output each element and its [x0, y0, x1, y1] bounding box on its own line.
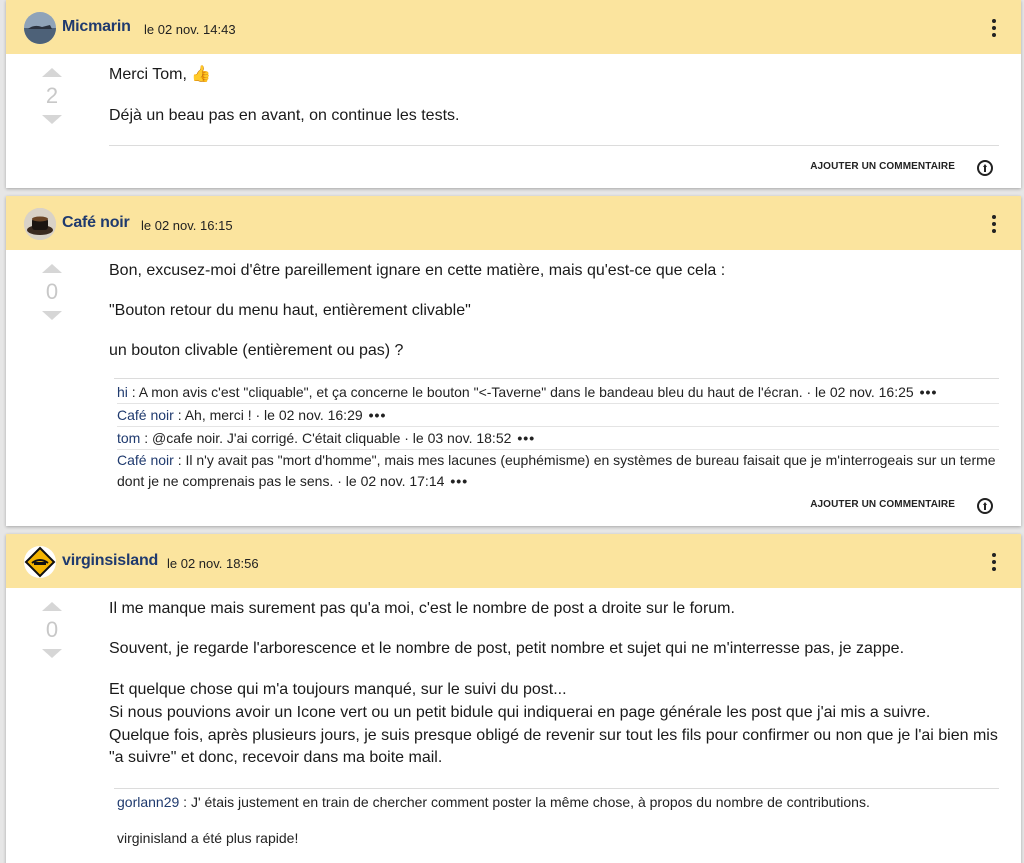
avatar[interactable] — [24, 546, 56, 578]
post-date: le 02 nov. 16:15 — [141, 218, 233, 233]
comment-list — [114, 788, 999, 863]
post-date: le 02 nov. 14:43 — [144, 22, 236, 37]
author-name[interactable]: virginsisland — [62, 552, 159, 569]
comment-more-icon[interactable]: ••• — [368, 407, 387, 423]
comment — [117, 828, 999, 849]
comment-user[interactable]: tom — [117, 430, 141, 446]
arrow-up-circle-icon[interactable] — [977, 160, 993, 176]
vote-count: 0 — [45, 617, 59, 642]
post-paragraph: Quelque fois, après plusieurs jours, je suis presque obligé de revenir sur tout les fils pour confirmer ou non que je l'ai bien mis "a suivre" et donc, recevoir dans ma boite mail. — [109, 727, 998, 766]
vote-up-icon[interactable] — [42, 602, 62, 611]
comment-text: : J' étais justement en train de chercher comment poster la même chose, à propos du nombre de contributions. — [179, 794, 870, 810]
post-paragraph: Il me manque mais surement pas qu'a moi, c'est le nombre de post a droite sur le forum. — [109, 600, 735, 617]
comment-more-icon[interactable]: ••• — [919, 384, 938, 400]
comment — [117, 428, 999, 450]
comment — [117, 405, 999, 427]
comment-more-icon[interactable]: ••• — [450, 473, 469, 489]
comment-text: : Ah, merci ! · le 02 nov. 16:29 — [173, 407, 363, 423]
vote-down-icon[interactable] — [42, 115, 62, 124]
post-paragraph: un bouton clivable (entièrement ou pas) ? — [109, 342, 404, 359]
comment — [117, 792, 999, 813]
comment — [117, 450, 999, 492]
vote-up-icon[interactable] — [42, 68, 62, 77]
avatar[interactable] — [24, 208, 56, 240]
vote-widget — [40, 602, 64, 658]
comment-more-icon[interactable]: ••• — [517, 430, 536, 446]
vote-down-icon[interactable] — [42, 649, 62, 658]
vote-up-icon[interactable] — [42, 264, 62, 273]
avatar[interactable] — [24, 12, 56, 44]
comment-text: : Il n'y avait pas "mort d'homme", mais mes lacunes (euphémisme) en systèmes de bureau faisait que je m'interrogeais sur un terme dont je ne comprenais pas le sens. · le 02 nov. 17:14 — [117, 452, 996, 489]
vote-widget — [40, 264, 64, 320]
post-paragraph: Si nous pouvions avoir un Icone vert ou un petit bidule qui indiquerai en page générale les post que j'ai mis a suivre. — [109, 704, 931, 721]
vote-count: 2 — [45, 83, 59, 108]
post-date: le 02 nov. 18:56 — [167, 556, 259, 571]
add-comment-button[interactable]: AJOUTER UN COMMENTAIRE — [810, 499, 955, 510]
arrow-up-circle-icon[interactable] — [977, 498, 993, 514]
comment-user[interactable]: Café noir — [117, 407, 174, 423]
add-comment-button[interactable]: AJOUTER UN COMMENTAIRE — [810, 161, 955, 172]
comment-user[interactable]: Café noir — [117, 452, 174, 468]
comment-text: virginisland a été plus rapide! — [117, 830, 299, 846]
author-name[interactable]: Micmarin — [62, 18, 131, 35]
comment — [117, 382, 999, 404]
vote-down-icon[interactable] — [42, 311, 62, 320]
comment-text: : @cafe noir. J'ai corrigé. C'était cliquable · le 03 nov. 18:52 — [140, 430, 512, 446]
comment-list — [114, 378, 999, 489]
post-content — [109, 0, 999, 188]
post-paragraph: Déjà un beau pas en avant, on continue les tests. — [109, 107, 460, 124]
post-paragraph: Bon, excusez-moi d'être pareillement ignare en cette matière, mais qu'est-ce que cela : — [109, 262, 726, 279]
post-paragraph: Et quelque chose qui m'a toujours manqué, sur le suivi du post... — [109, 681, 567, 698]
post-paragraph: Souvent, je regarde l'arborescence et le nombre de post, petit nombre et sujet qui ne m'interresse pas, je zappe. — [109, 640, 905, 657]
post-paragraph: "Bouton retour du menu haut, entièrement clivable" — [109, 302, 471, 319]
post-card — [6, 0, 1021, 188]
vote-count: 0 — [45, 279, 59, 304]
post-content — [109, 196, 999, 376]
comment-text: : A mon avis c'est "cliquable", et ça concerne le bouton "<-Taverne" dans le bandeau bleu du haut de l'écran. · le 02 nov. 16:25 — [127, 384, 914, 400]
post-content — [109, 534, 999, 774]
comment-user[interactable]: hi — [117, 384, 128, 400]
post-paragraph: Merci Tom, 👍 — [109, 66, 212, 83]
post-card — [6, 196, 1021, 526]
comment-user[interactable]: gorlann29 — [117, 794, 180, 810]
divider — [109, 145, 999, 146]
vote-widget — [40, 68, 64, 124]
author-name[interactable]: Café noir — [62, 214, 130, 231]
post-card — [6, 534, 1021, 863]
